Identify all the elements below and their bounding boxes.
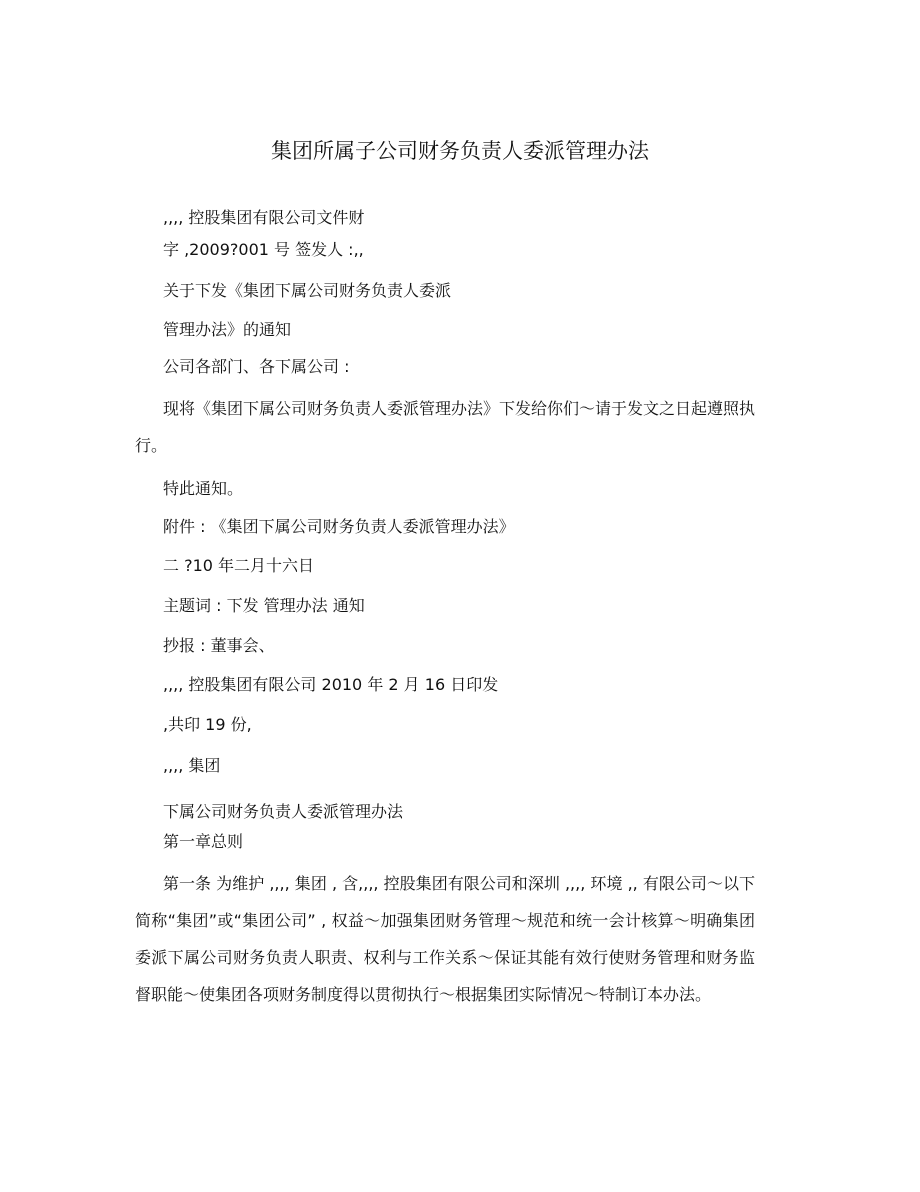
copies-line: ,共印 19 份, — [163, 715, 252, 734]
subject-words: 主题词 : 下发 管理办法 通知 — [163, 596, 365, 615]
cc-line: 抄报 : 董事会、 — [163, 636, 275, 655]
document-date: 二 ?10 年二月十六日 — [163, 556, 315, 575]
issuer-line: ,,,, 控股集团有限公司 2010 年 2 月 16 日印发 — [163, 675, 499, 694]
chapter-title: 第一章总则 — [163, 832, 244, 851]
special-notice: 特此通知。 — [163, 479, 244, 498]
header-line-document-number: 字 ,2009?001 号 签发人 :,, — [163, 240, 364, 259]
notice-title-line-2: 管理办法》的通知 — [163, 320, 292, 339]
group-line: ,,,, 集团 — [163, 756, 221, 775]
notice-title-line-1: 关于下发《集团下属公司财务负责人委派 — [163, 281, 452, 300]
header-line-issuer: ,,,, 控股集团有限公司文件财 — [163, 208, 365, 227]
attachment-line: 附件 : 《集团下属公司财务负责人委派管理办法》 — [163, 517, 515, 536]
regulation-title: 下属公司财务负责人委派管理办法 — [163, 802, 404, 821]
addressee: 公司各部门、各下属公司 : — [163, 357, 350, 376]
article-1: 第一条 为维护 ,,,, 集团 , 含,,,, 控股集团有限公司和深圳 ,,,, 环境 ,, 有限公司～以下简称“集团”或“集团公司” , 权益～加强集团财务管理～规范和统一会计核算～明确集团委派下属公司财务负责人职责、权利与工作关系～保证其能有效行使财务管理和财务监督职能～使集团各项财务制度得以贯彻执行～根据集团实际情况～特制订本办法。 — [135, 874, 755, 1004]
document-title: 集团所属子公司财务负责人委派管理办法 — [271, 139, 649, 163]
body-paragraph: 现将《集团下属公司财务负责人委派管理办法》下发给你们～请于发文之日起遵照执行。 — [135, 399, 756, 455]
